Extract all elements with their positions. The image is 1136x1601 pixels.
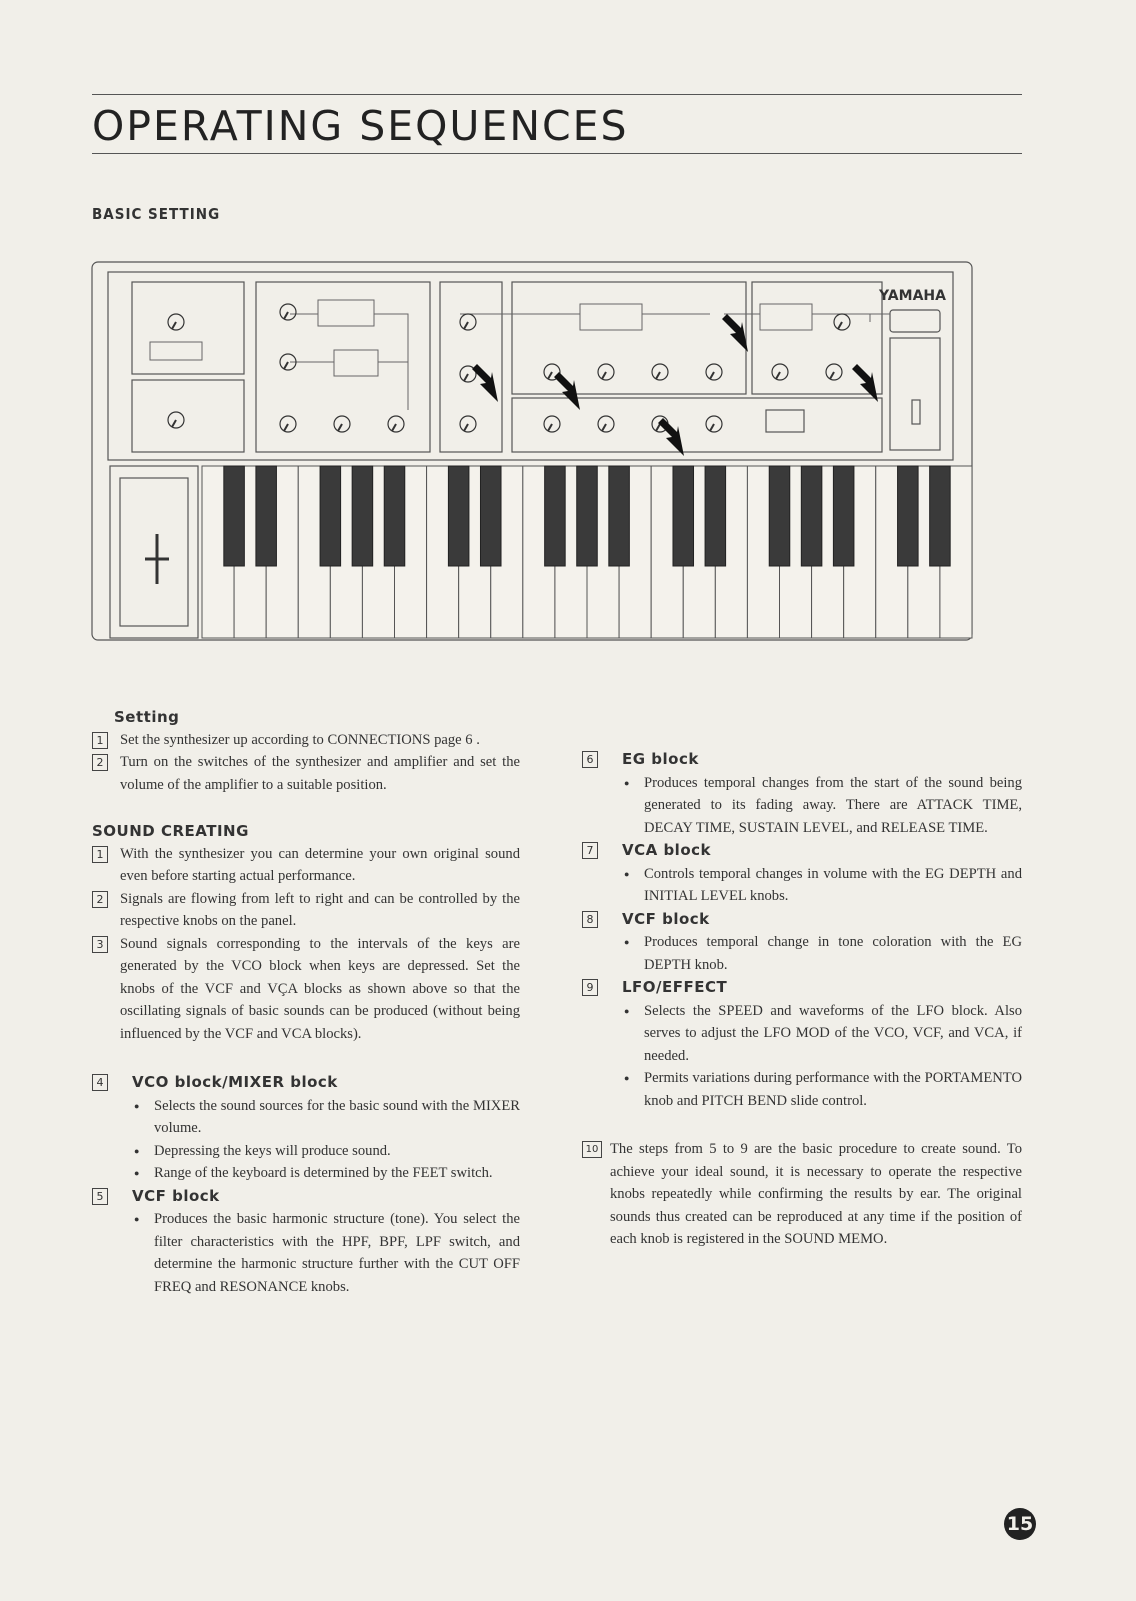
pointer-arrow-icon <box>554 372 580 410</box>
vco-block-section <box>92 1071 520 1298</box>
block-title: VCF block <box>622 909 710 928</box>
step-text: The steps from 5 to 9 are the basic procedure to create sound. To achieve your ideal sound, it is necessary to operate the respective knobs repeatedly while confirming the results by ear. The original sounds thus created can be reproduced at any time if the position of each knob is registered in the SOUND MEMO. <box>610 1141 1022 1247</box>
black-key <box>801 466 822 566</box>
knob-pointer <box>548 372 552 379</box>
bullet-text: ● Selects the SPEED and waveforms of the LFO block. Also serves to adjust the LFO MOD of the VCO, VCF, and VCA, if needed. <box>644 1002 1022 1064</box>
step10 <box>582 1138 1022 1251</box>
knob-pointer <box>338 424 342 431</box>
bullet-text: ● Produces temporal change in tone coloration with the EG DEPTH knob. <box>644 934 1022 973</box>
step-text: Sound signals corresponding to the intervals of the keys are generated by the VCO block when keys are depressed. Set the knobs of the VCF and VÇA blocks as shown above so that the oscillating signals of basic sounds can be produced (without being influenced by the VCF and VCA blocks). <box>120 935 520 1042</box>
knob-pointer <box>656 372 660 379</box>
knob-pointer <box>710 424 714 431</box>
setting-heading: Setting <box>114 708 180 726</box>
setting-item <box>92 751 520 796</box>
bullet-text: ● Permits variations during performance with the PORTAMENTO knob and PITCH BEND slide control. <box>644 1070 1022 1109</box>
black-key <box>930 466 951 566</box>
page-title: OPERATING SEQUENCES <box>92 102 629 150</box>
black-key <box>705 466 726 566</box>
knob-pointer <box>838 322 842 329</box>
bullet-item <box>132 1162 520 1185</box>
knob-pointer <box>602 424 606 431</box>
black-key <box>352 466 373 566</box>
setting-item <box>92 729 520 752</box>
bullet-text: ● Produces temporal changes from the start of the sound being generated to its fading away. There are ATTACK TIME, DECAY TIME, SUSTAIN LEVEL, and RELEASE TIME. <box>644 774 1022 836</box>
step-number: 7 <box>582 842 598 859</box>
sound-item <box>92 933 520 1046</box>
knob-pointer <box>392 424 396 431</box>
knob-pointer <box>284 424 288 431</box>
step-number: 5 <box>92 1188 108 1205</box>
knob-pointer <box>172 420 176 427</box>
sound-item <box>92 888 520 933</box>
black-key <box>833 466 854 566</box>
yamaha-logo: YAMAHA <box>879 288 946 304</box>
black-key <box>384 466 405 566</box>
bullet-text: ● Selects the sound sources for the basic sound with the MIXER volume. <box>154 1097 520 1136</box>
pointer-arrow-icon <box>472 364 498 402</box>
bullet-text: ● Range of the keyboard is determined by the FEET switch. <box>154 1165 493 1181</box>
block-title-row <box>92 1071 520 1095</box>
left-column <box>92 706 520 1298</box>
knob-pointer <box>656 424 660 431</box>
step-number: 2 <box>92 891 108 908</box>
block-title-row <box>582 976 1022 1000</box>
synthesizer-diagram <box>90 260 995 655</box>
block-title: EG block <box>622 750 699 768</box>
top-rule <box>92 94 1022 95</box>
black-key <box>320 466 341 566</box>
knob-pointer <box>464 322 468 329</box>
step-text: Set the synthesizer up according to CONNECTIONS page 6 . <box>120 731 480 748</box>
black-key <box>545 466 566 566</box>
knob-pointer <box>172 322 176 329</box>
bullet-item <box>132 1140 520 1163</box>
bullet-text: ● Produces the basic harmonic structure (tone). You select the filter characteristics with the HPF, BPF, LPF switch, and determine the harmonic structure further with the CUT OFF FREQ and RESONANCE knobs. <box>154 1211 520 1295</box>
knob-pointer <box>284 312 288 319</box>
black-key <box>577 466 598 566</box>
knob-pointer <box>464 424 468 431</box>
knob-pointer <box>464 374 468 381</box>
knob-pointer <box>710 372 714 379</box>
black-key <box>673 466 694 566</box>
black-key <box>480 466 501 566</box>
step-number: 6 <box>582 751 598 768</box>
pointer-arrow-icon <box>722 314 748 352</box>
pointer-arrow-icon <box>658 418 684 456</box>
step-number: 3 <box>92 936 108 953</box>
block-title: VCF block <box>132 1186 220 1205</box>
bullet-item <box>622 1067 1022 1112</box>
bullet-item <box>132 1095 520 1140</box>
bullet-text: ● Controls temporal changes in volume with the EG DEPTH and INITIAL LEVEL knobs. <box>644 865 1022 904</box>
knob-pointer <box>284 362 288 369</box>
block-title: LFO/EFFECT <box>622 978 728 996</box>
page-number: 15 <box>1004 1508 1036 1540</box>
block-title-row <box>582 748 1022 772</box>
knob-pointer <box>776 372 780 379</box>
black-key <box>256 466 277 566</box>
basic-setting-heading: BASIC SETTING <box>92 205 221 223</box>
setting-arrows <box>472 314 878 456</box>
block-title-row <box>582 908 1022 932</box>
block-title-row <box>92 1185 520 1209</box>
bullet-text: ● Depressing the keys will produce sound. <box>154 1142 391 1159</box>
step-number: 1 <box>92 846 108 863</box>
step-number: 2 <box>92 754 108 771</box>
step-text: Signals are flowing from left to right and can be controlled by the respective knobs on the panel. <box>120 890 520 929</box>
panel-knobs <box>168 304 850 432</box>
right-column <box>582 748 1022 1251</box>
sound-creating-heading: SOUND CREATING <box>92 822 249 840</box>
black-key <box>609 466 630 566</box>
step-text: With the synthesizer you can determine your own original sound even before starting actual performance. <box>120 845 520 884</box>
black-key <box>769 466 790 566</box>
block-title-row <box>582 839 1022 863</box>
sound-item <box>92 843 520 888</box>
black-key <box>224 466 245 566</box>
step-number: 10 <box>582 1141 602 1158</box>
black-key <box>448 466 469 566</box>
step-number: 8 <box>582 911 598 928</box>
knob-pointer <box>602 372 606 379</box>
keyboard <box>202 466 972 638</box>
black-key <box>898 466 919 566</box>
block-title: VCO block/MIXER block <box>132 1073 338 1091</box>
bullet-item <box>132 1208 520 1298</box>
step-text: Turn on the switches of the synthesizer and amplifier and set the volume of the amplifier to a suitable position. <box>120 754 520 793</box>
title-rule <box>92 153 1022 154</box>
bullet-item <box>622 1000 1022 1068</box>
step-number: 9 <box>582 979 598 996</box>
bullet-item <box>622 863 1022 908</box>
knob-pointer <box>548 424 552 431</box>
bullet-item <box>622 772 1022 840</box>
bullet-item <box>622 931 1022 976</box>
block-title: VCA block <box>622 841 711 859</box>
step-number: 1 <box>92 732 108 749</box>
knob-pointer <box>830 372 834 379</box>
step-number: 4 <box>92 1074 108 1091</box>
pointer-arrow-icon <box>852 364 878 402</box>
